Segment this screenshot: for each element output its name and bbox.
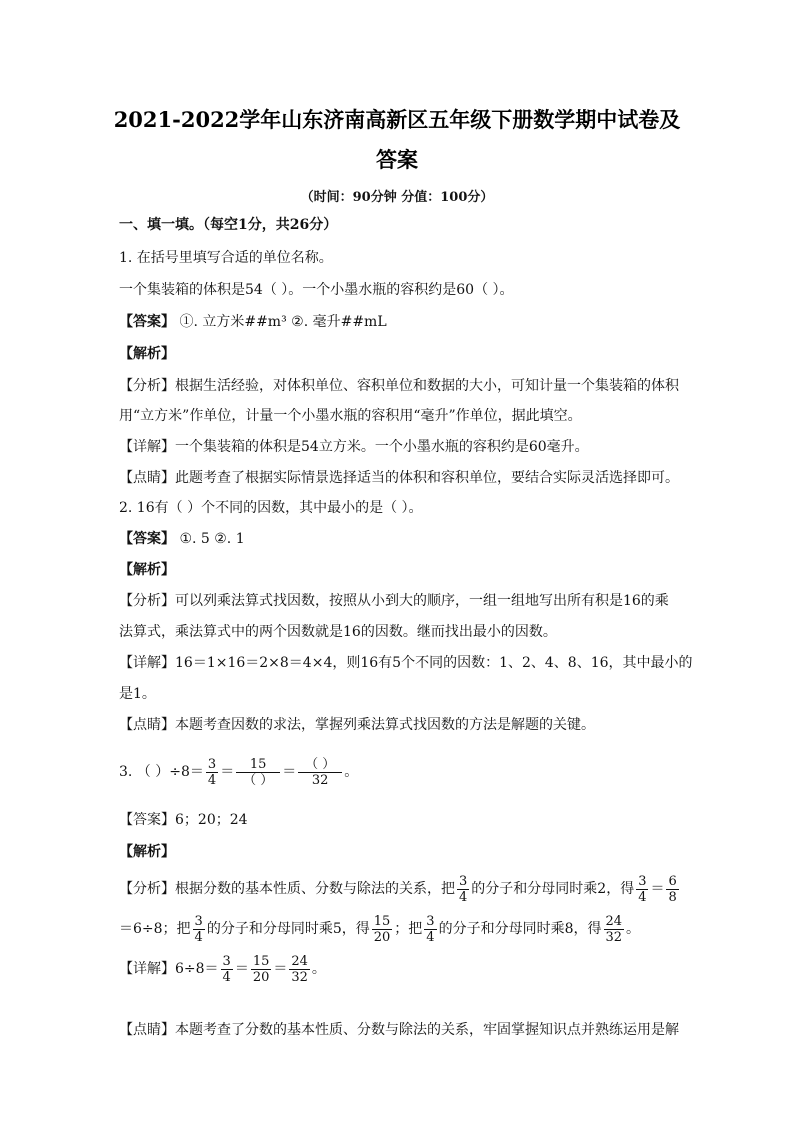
fraction-denominator: 4 — [638, 889, 647, 905]
answer-text: ①. 5 ②. 1 — [175, 531, 245, 547]
fraction-denominator: 32 — [291, 969, 308, 985]
text: 。 — [311, 961, 326, 977]
fraction-numerator: 3 — [638, 873, 647, 889]
equals-sign: ＝ — [220, 764, 235, 780]
answer-label: 【答案】 — [119, 531, 175, 547]
fraction-denominator: 8 — [668, 889, 677, 905]
fraction-denominator-blank: （ ） — [243, 772, 274, 788]
q2-dianjing: 【点睛】本题考查因数的求法，掌握列乘法算式找因数的方法是解题的关键。 — [119, 717, 595, 733]
fraction — [206, 757, 218, 788]
fraction-denominator: 4 — [426, 929, 435, 945]
fraction — [372, 914, 393, 945]
fraction-numerator: 3 — [459, 873, 468, 889]
fraction-numerator-blank: （ ） — [298, 757, 342, 773]
q1-fenxi-1: 【分析】根据生活经验，对体积单位、容积单位和数据的大小，可知计量一个集装箱的体积 — [119, 378, 679, 394]
q3-prefix: 3. （ ）÷8＝ — [119, 764, 204, 780]
q1-dianjing: 【点睛】此题考查了根据实际情景选择适当的体积和容积单位，要结合实际灵活选择即可。 — [119, 470, 679, 486]
q2-jiexi: 【解析】 — [119, 562, 175, 578]
fraction — [251, 954, 272, 985]
q2-answer — [119, 529, 679, 549]
q1-body: 一个集装箱的体积是54（ ）。一个小墨水瓶的容积约是60（ ）。 — [119, 282, 514, 298]
fraction-numerator: 3 — [426, 913, 435, 929]
q3-fenxi-2 — [119, 912, 679, 946]
text: ＝6÷8；把 — [119, 921, 191, 937]
fraction-denominator: 32 — [311, 772, 329, 788]
fraction — [666, 874, 678, 905]
q3-answer: 【答案】6；20；24 — [119, 812, 248, 828]
q3-fenxi-1 — [119, 872, 679, 906]
q1-xiangjie: 【详解】一个集装箱的体积是54立方米。一个小墨水瓶的容积约是60毫升。 — [119, 439, 589, 455]
text: 【详解】6÷8＝ — [119, 961, 219, 977]
q1-jiexi: 【解析】 — [119, 346, 175, 362]
q2-xiangjie-1: 【详解】16＝1×16＝2×8＝4×4，则16有5个不同的因数：1、2、4、8、16，其中最小的 — [119, 655, 693, 671]
q3-dianjing: 【点睛】本题考查了分数的基本性质、分数与除法的关系，牢固掌握知识点并熟练运用是解 — [119, 1022, 679, 1038]
equals-sign: ＝ — [282, 764, 297, 780]
fraction-numerator: 24 — [605, 913, 623, 929]
text: 【分析】根据分数的基本性质、分数与除法的关系，把 — [119, 881, 455, 897]
answer-label: 【答案】 — [119, 314, 175, 330]
q3-jiexi: 【解析】 — [119, 844, 175, 860]
fraction-numerator: 24 — [291, 953, 308, 969]
fraction — [236, 757, 280, 788]
text: ；把 — [394, 921, 423, 937]
text: 的分子和分母同时乘5，得 — [206, 921, 370, 937]
fraction — [298, 757, 342, 788]
exam-meta: （时间：90分钟 分值：100分） — [300, 190, 494, 205]
text: 的分子和分母同时乘8，得 — [438, 921, 602, 937]
fraction-denominator: 4 — [194, 929, 203, 945]
q1-stem: 1. 在括号里填写合适的单位名称。 — [119, 250, 333, 266]
fraction-denominator: 4 — [207, 772, 217, 788]
q2-stem: 2. 16有（ ）个不同的因数，其中最小的是（ ）。 — [119, 500, 423, 516]
equals-sign: ＝ — [273, 961, 288, 977]
fraction-numerator: 15 — [236, 757, 280, 773]
fraction — [221, 954, 233, 985]
equals-sign: ＝ — [650, 881, 665, 897]
section-heading: 一、填一填。（每空1分，共26分） — [119, 217, 338, 233]
period: 。 — [344, 764, 359, 780]
fraction-numerator: 3 — [194, 913, 203, 929]
document-title-cont: 答案 — [376, 147, 418, 172]
equals-sign: ＝ — [234, 961, 249, 977]
document-title: 2021-2022学年山东济南高新区五年级下册数学期中试卷及 — [113, 107, 681, 132]
q3-stem — [119, 752, 679, 792]
fraction — [424, 914, 436, 945]
answer-text: ①. 立方米##m³ ②. 毫升##mL — [175, 314, 387, 330]
fraction-denominator: 20 — [252, 969, 270, 985]
fraction-numerator: 15 — [373, 913, 391, 929]
fraction-denominator: 4 — [222, 969, 231, 985]
fraction-numerator: 3 — [222, 953, 231, 969]
q1-fenxi-2: 用“立方米”作单位，计量一个小墨水瓶的容积用“毫升”作单位，据此填空。 — [119, 408, 582, 424]
fraction — [457, 874, 469, 905]
fraction — [636, 874, 648, 905]
fraction-numerator: 15 — [252, 953, 270, 969]
fraction-denominator: 32 — [605, 929, 623, 945]
q2-xiangjie-2: 是1。 — [119, 686, 156, 702]
fraction — [289, 954, 310, 985]
text: 的分子和分母同时乘2，得 — [471, 881, 635, 897]
fraction — [193, 914, 205, 945]
fraction-denominator: 20 — [373, 929, 391, 945]
fraction — [604, 914, 625, 945]
q2-fenxi-1: 【分析】可以列乘法算式找因数，按照从小到大的顺序，一组一组地写出所有积是16的乘 — [119, 593, 669, 609]
q2-fenxi-2: 法算式，乘法算式中的两个因数就是16的因数。继而找出最小的因数。 — [119, 624, 557, 640]
fraction-denominator: 4 — [459, 889, 468, 905]
q1-answer — [119, 312, 679, 332]
fraction-numerator: 3 — [207, 756, 217, 772]
text: 。 — [626, 921, 641, 937]
fraction-numerator: 6 — [668, 873, 677, 889]
q3-xiangjie — [119, 952, 679, 986]
